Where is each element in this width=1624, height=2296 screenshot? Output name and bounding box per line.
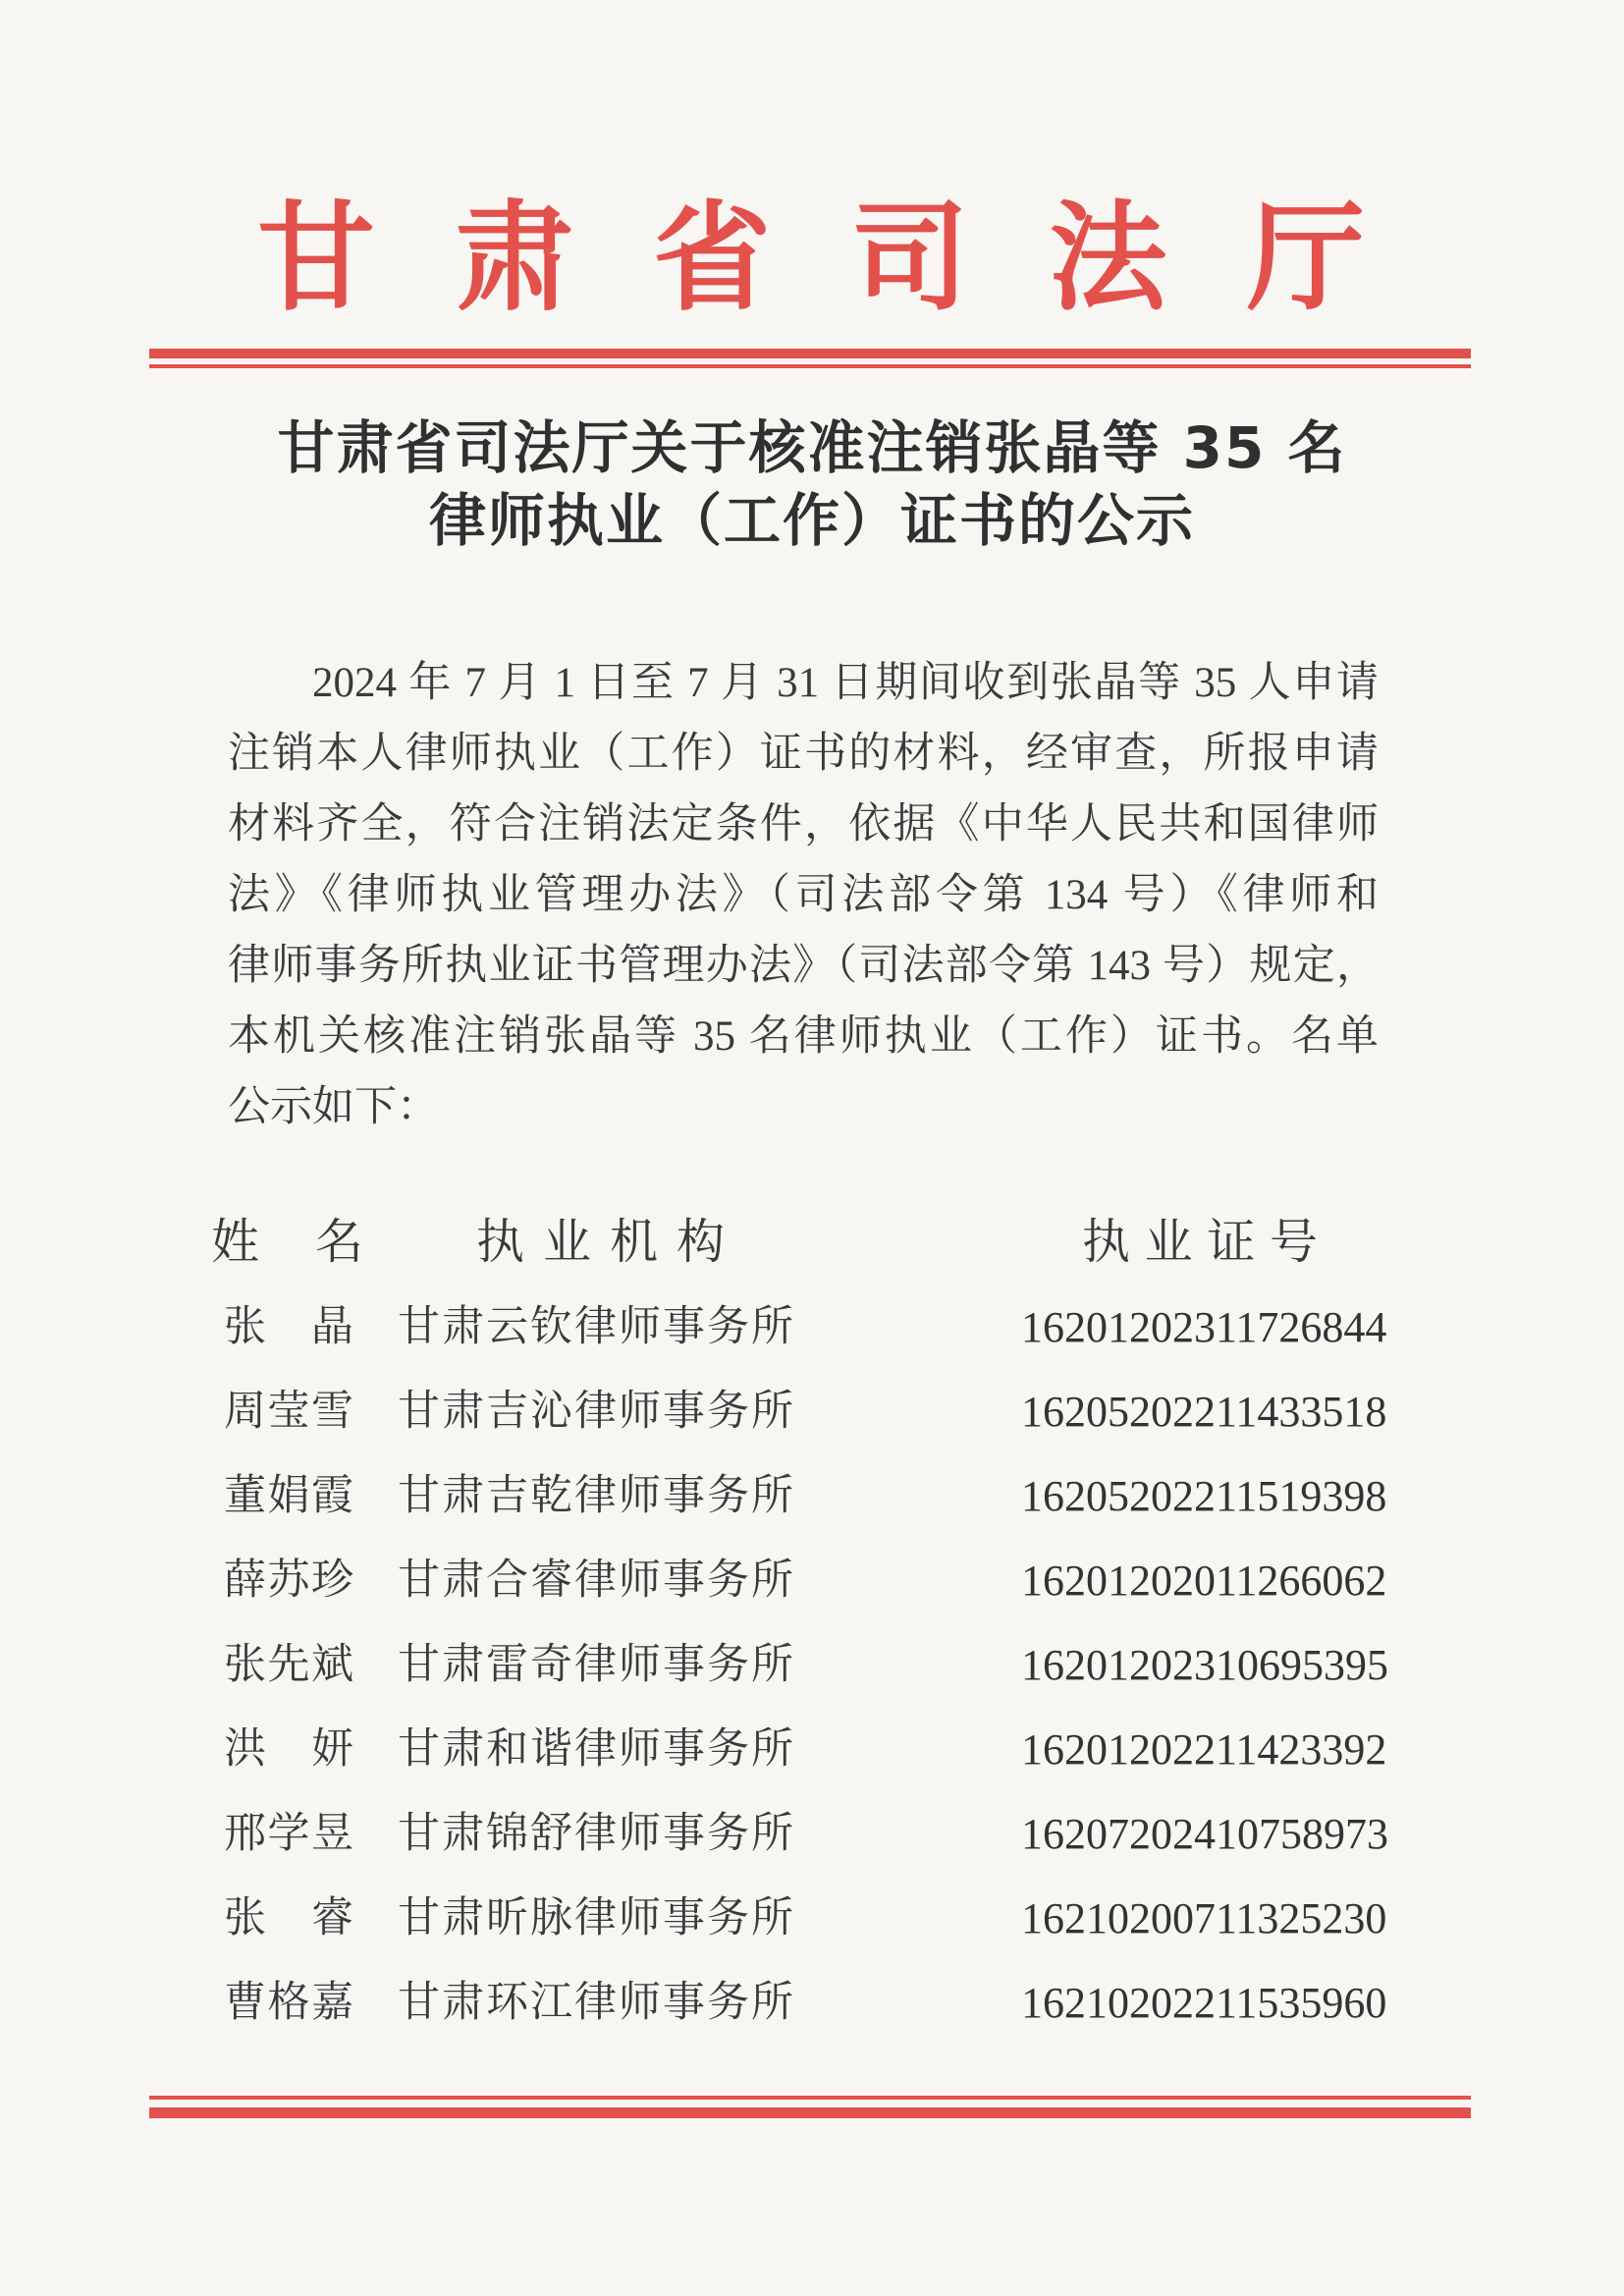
table-row [0, 1725, 1624, 1775]
document-title-line1: 甘肃省司法厅关于核准注销张晶等 35 名 [277, 414, 1347, 481]
letterhead-char: 省 [653, 193, 772, 324]
lawyer-name: 薛苏珍 [224, 1558, 353, 1604]
lawyer-name: 董娟霞 [224, 1473, 353, 1519]
table-row [0, 1303, 1624, 1352]
letterhead-agency-name [257, 192, 1365, 326]
law-firm: 甘肃合睿律师事务所 [398, 1558, 795, 1604]
body-line: 律师事务所执业证书管理办法》（司法部令第 143 号）规定， [228, 943, 1379, 989]
letterhead-char: 司 [850, 193, 969, 324]
law-firm: 甘肃和谐律师事务所 [398, 1726, 795, 1773]
law-firm: 甘肃昕脉律师事务所 [398, 1895, 795, 1941]
table-row [0, 1472, 1624, 1521]
cert-number: 16205202211519398 [1021, 1472, 1387, 1520]
cert-number: 16205202211433518 [1021, 1388, 1387, 1436]
cert-number: 16201202211423392 [1021, 1725, 1387, 1774]
announcement-body [228, 648, 1379, 1143]
document-title-line2: 律师执业（工作）证书的公示 [428, 487, 1195, 554]
law-firm: 甘肃吉沁律师事务所 [398, 1389, 795, 1435]
law-firm: 甘肃环江律师事务所 [398, 1980, 795, 2026]
cert-number: 16207202410758973 [1021, 1810, 1388, 1858]
table-row [0, 1641, 1624, 1690]
cert-number: 16201202011266062 [1021, 1557, 1387, 1605]
lawyer-name: 张 睿 [224, 1895, 353, 1941]
body-line: 注销本人律师执业（工作）证书的材料，经审查，所报申请 [228, 731, 1379, 777]
letterhead-char: 肃 [455, 193, 573, 324]
lawyer-name: 邢学昱 [224, 1811, 353, 1857]
cert-number: 16210202211535960 [1021, 1979, 1387, 2027]
column-header-name: 姓 名 [211, 1215, 363, 1269]
column-header-cert-number: 执 业 证 号 [1082, 1215, 1318, 1269]
lawyer-name: 曹格嘉 [224, 1980, 353, 2026]
letterhead-char: 甘 [257, 193, 375, 324]
letterhead-char: 厅 [1246, 193, 1365, 324]
lawyer-name: 张先斌 [224, 1642, 353, 1688]
body-line: 材料齐全，符合注销法定条件，依据《中华人民共和国律师 [228, 801, 1379, 847]
table-row [0, 1557, 1624, 1606]
document-title [0, 411, 1624, 557]
cert-number: 16201202311726844 [1021, 1303, 1387, 1351]
body-line: 本机关核准注销张晶等 35 名律师执业（工作）证书。名单 [228, 1013, 1379, 1060]
lawyer-name: 张 晶 [224, 1304, 353, 1350]
law-firm: 甘肃云钦律师事务所 [398, 1304, 795, 1350]
body-line: 法》《律师执业管理办法》（司法部令第 134 号）《律师和 [228, 872, 1379, 918]
table-row [0, 1979, 1624, 2028]
body-line: 2024 年 7 月 1 日至 7 月 31 日期间收到张晶等 35 人申请 [312, 660, 1379, 706]
table-row [0, 1810, 1624, 1859]
letterhead-char: 法 [1049, 193, 1167, 324]
body-line: 公示如下： [228, 1084, 439, 1130]
cert-number: 16201202310695395 [1021, 1641, 1388, 1689]
footer-rule-thick [149, 2107, 1471, 2118]
header-rule-thick [149, 349, 1471, 358]
law-firm: 甘肃雷奇律师事务所 [398, 1642, 795, 1688]
column-header-firm: 执 业 机 构 [476, 1215, 725, 1269]
law-firm: 甘肃锦舒律师事务所 [398, 1811, 795, 1857]
lawyer-name: 洪 妍 [224, 1726, 353, 1773]
lawyer-name: 周莹雪 [224, 1389, 353, 1435]
table-row [0, 1894, 1624, 1943]
footer-rule-thin [149, 2096, 1471, 2100]
cert-number: 16210200711325230 [1021, 1894, 1387, 1942]
law-firm: 甘肃吉乾律师事务所 [398, 1473, 795, 1519]
header-rule-thin [149, 364, 1471, 368]
table-row [0, 1388, 1624, 1437]
